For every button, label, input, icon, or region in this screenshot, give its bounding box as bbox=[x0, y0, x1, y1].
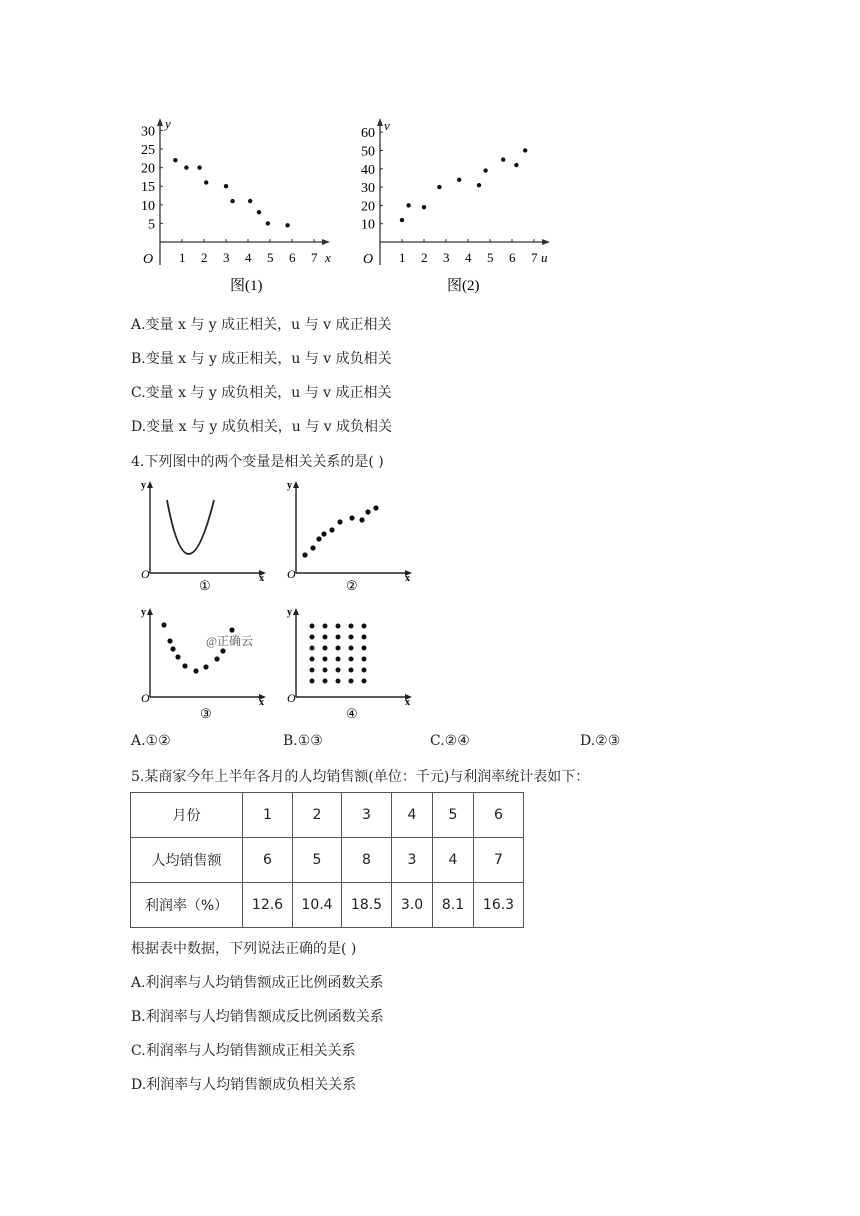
scatter-point bbox=[477, 183, 481, 187]
q4-stem: 4.下列图中的两个变量是相关关系的是( ) bbox=[131, 454, 384, 470]
table-cell: 18.5 bbox=[342, 883, 392, 928]
fig-ytick-label: 25 bbox=[141, 143, 155, 159]
q5-option-a[interactable]: A.利润率与人均销售额成正比例函数关系 bbox=[131, 975, 384, 991]
plot-point bbox=[310, 624, 315, 629]
q4-option-c[interactable]: C.②④ bbox=[430, 733, 470, 749]
watermark: @正确云 bbox=[206, 634, 254, 648]
fig-xtick-label: 7 bbox=[531, 250, 538, 265]
scatter-point bbox=[266, 221, 270, 225]
scatter-point bbox=[457, 178, 461, 182]
plot3-origin: O bbox=[141, 691, 150, 705]
plot-point bbox=[359, 517, 364, 522]
fig-ytick-label: 20 bbox=[361, 199, 375, 215]
scatter-point bbox=[248, 199, 252, 203]
fig-xtick-label: 3 bbox=[223, 250, 230, 265]
plot1-ylabel: y bbox=[141, 480, 146, 491]
fig-xtick-label: 3 bbox=[443, 250, 450, 265]
table-cell: 10.4 bbox=[293, 883, 342, 928]
q5-option-b[interactable]: B.利润率与人均销售额成反比例函数关系 bbox=[131, 1009, 384, 1025]
fig-xtick-label: 2 bbox=[201, 250, 208, 265]
plot-2 bbox=[278, 478, 418, 593]
fig-ytick-label: 20 bbox=[141, 161, 155, 177]
plot4-label: ④ bbox=[346, 706, 358, 721]
table-cell: 2 bbox=[293, 793, 342, 838]
plot2-xlabel: x bbox=[405, 573, 410, 584]
plot-point bbox=[316, 536, 321, 541]
fig-ytick-label: 40 bbox=[361, 162, 375, 178]
plot2-label: ② bbox=[346, 578, 358, 593]
scatter-point bbox=[204, 180, 208, 184]
q4-option-a[interactable]: A.①② bbox=[131, 733, 171, 749]
table-cell: 1 bbox=[243, 793, 293, 838]
plot-point bbox=[214, 656, 219, 661]
scatter-point bbox=[422, 205, 426, 209]
plot-point bbox=[323, 668, 328, 673]
plot-point bbox=[323, 646, 328, 651]
fig-ytick-label: 5 bbox=[148, 217, 155, 233]
plot-point bbox=[349, 657, 354, 662]
fig-ytick-label: 50 bbox=[361, 144, 375, 160]
plot4-ylabel: y bbox=[287, 607, 292, 618]
fig-xtick-label: 6 bbox=[509, 250, 516, 265]
table-cell: 利润率（%） bbox=[131, 883, 243, 928]
plot-point bbox=[220, 648, 225, 653]
q5-question: 根据表中数据，下列说法正确的是( ) bbox=[131, 941, 357, 957]
fig2-xlabel: u bbox=[541, 250, 548, 265]
plot-point bbox=[193, 668, 198, 673]
plot-point bbox=[310, 635, 315, 640]
plot4-origin: O bbox=[287, 691, 296, 705]
plot-point bbox=[362, 646, 367, 651]
table-cell: 16.3 bbox=[474, 883, 524, 928]
plot-point bbox=[362, 657, 367, 662]
fig-xtick-label: 5 bbox=[487, 250, 494, 265]
table-cell: 3 bbox=[392, 838, 433, 883]
fig2-ylabel: v bbox=[384, 118, 390, 133]
fig2-origin: O bbox=[363, 252, 374, 267]
plot-point bbox=[336, 657, 341, 662]
scatter-point bbox=[197, 165, 201, 169]
plot-point bbox=[170, 646, 175, 651]
plot-point bbox=[365, 509, 370, 514]
scatter-point bbox=[523, 148, 527, 152]
plot4-xlabel: x bbox=[405, 697, 410, 708]
q4-option-b[interactable]: B.①③ bbox=[283, 733, 323, 749]
plot-point bbox=[329, 527, 334, 532]
q5-option-c[interactable]: C.利润率与人均销售额成正相关关系 bbox=[131, 1043, 356, 1059]
scatter-point bbox=[501, 157, 505, 161]
q3-option-a[interactable]: A.变量 x 与 y 成正相关，u 与 v 成正相关 bbox=[131, 317, 392, 333]
plot-point bbox=[302, 552, 307, 557]
scatter-point bbox=[437, 185, 441, 189]
plot-point bbox=[336, 635, 341, 640]
fig-xtick-label: 5 bbox=[267, 250, 274, 265]
table-cell: 人均销售额 bbox=[131, 838, 243, 883]
fig1-origin: O bbox=[143, 252, 154, 267]
fig-ytick-label: 30 bbox=[141, 124, 155, 140]
plot-point bbox=[362, 624, 367, 629]
scatter-point bbox=[230, 199, 234, 203]
q5-stem: 5.某商家今年上半年各月的人均销售额(单位：千元)与利润率统计表如下： bbox=[131, 769, 590, 785]
fig-xtick-label: 1 bbox=[179, 250, 186, 265]
figure-1 bbox=[135, 110, 345, 295]
table-cell: 4 bbox=[392, 793, 433, 838]
fig1-xlabel: x bbox=[325, 250, 331, 265]
scatter-point bbox=[257, 210, 261, 214]
plot-point bbox=[310, 545, 315, 550]
plot-point bbox=[182, 663, 187, 668]
table-cell: 4 bbox=[433, 838, 474, 883]
fig-ytick-label: 10 bbox=[361, 217, 375, 233]
plot-point bbox=[349, 624, 354, 629]
plot3-xlabel: x bbox=[259, 697, 264, 708]
plot-point bbox=[175, 654, 180, 659]
scatter-point bbox=[400, 218, 404, 222]
plot-point bbox=[336, 668, 341, 673]
scatter-point bbox=[224, 184, 228, 188]
plot3-label: ③ bbox=[200, 706, 212, 721]
plot3-ylabel: y bbox=[141, 607, 146, 618]
plot-point bbox=[349, 515, 354, 520]
plot-point bbox=[336, 679, 341, 684]
plot-point bbox=[336, 646, 341, 651]
table-row bbox=[131, 838, 524, 883]
table-cell: 6 bbox=[243, 838, 293, 883]
plot-point bbox=[337, 519, 342, 524]
table-row bbox=[131, 793, 524, 838]
plot-point bbox=[310, 657, 315, 662]
scatter-point bbox=[285, 223, 289, 227]
plot-point bbox=[229, 627, 234, 632]
plot-point bbox=[349, 668, 354, 673]
plot1-origin: O bbox=[141, 567, 150, 581]
table-cell: 5 bbox=[433, 793, 474, 838]
table-cell: 6 bbox=[474, 793, 524, 838]
table-cell: 8.1 bbox=[433, 883, 474, 928]
fig-xtick-label: 1 bbox=[399, 250, 406, 265]
plot-point bbox=[349, 646, 354, 651]
fig-ytick-label: 15 bbox=[141, 180, 155, 196]
fig-ytick-label: 60 bbox=[361, 126, 375, 142]
fig-ytick-label: 30 bbox=[361, 181, 375, 197]
figure-2 bbox=[355, 110, 565, 295]
plot1-xlabel: x bbox=[259, 573, 264, 584]
table-cell: 8 bbox=[342, 838, 392, 883]
plot-1 bbox=[132, 478, 272, 593]
scatter-point bbox=[406, 203, 410, 207]
table-cell: 5 bbox=[293, 838, 342, 883]
plot-point bbox=[167, 638, 172, 643]
plot-point bbox=[321, 531, 326, 536]
table-cell: 12.6 bbox=[243, 883, 293, 928]
table-cell: 月份 bbox=[131, 793, 243, 838]
plot-point bbox=[362, 635, 367, 640]
plot-point bbox=[362, 668, 367, 673]
q5-option-d[interactable]: D.利润率与人均销售额成负相关关系 bbox=[131, 1077, 357, 1093]
scatter-point bbox=[184, 165, 188, 169]
plot-point bbox=[323, 679, 328, 684]
q4-option-d[interactable]: D.②③ bbox=[580, 733, 621, 749]
plot2-origin: O bbox=[287, 567, 296, 581]
plot-point bbox=[161, 622, 166, 627]
plot-point bbox=[323, 635, 328, 640]
fig-xtick-label: 2 bbox=[421, 250, 428, 265]
plot-point bbox=[323, 624, 328, 629]
table-cell: 3 bbox=[342, 793, 392, 838]
fig1-caption: 图(1) bbox=[230, 278, 263, 294]
plot-point bbox=[310, 646, 315, 651]
table-row bbox=[131, 883, 524, 928]
plot2-ylabel: y bbox=[287, 480, 292, 491]
scatter-point bbox=[514, 163, 518, 167]
plot-3 bbox=[132, 605, 272, 725]
plot-point bbox=[362, 679, 367, 684]
plot-point bbox=[203, 664, 208, 669]
plot-point bbox=[310, 679, 315, 684]
q3-option-c[interactable]: C.变量 x 与 y 成负相关，u 与 v 成正相关 bbox=[131, 385, 392, 401]
fig-xtick-label: 4 bbox=[245, 250, 252, 265]
fig-xtick-label: 6 bbox=[289, 250, 296, 265]
plot-point bbox=[373, 505, 378, 510]
scatter-point bbox=[173, 158, 177, 162]
fig-xtick-label: 7 bbox=[311, 250, 318, 265]
fig2-caption: 图(2) bbox=[447, 278, 480, 294]
plot1-label: ① bbox=[199, 578, 211, 593]
parabola-curve bbox=[167, 500, 214, 554]
sales-table bbox=[130, 792, 524, 928]
q3-option-d[interactable]: D.变量 x 与 y 成负相关，u 与 v 成负相关 bbox=[131, 419, 393, 435]
fig1-ylabel: y bbox=[165, 116, 171, 131]
plot-point bbox=[349, 635, 354, 640]
plot-point bbox=[323, 657, 328, 662]
plot-point bbox=[336, 624, 341, 629]
table-cell: 7 bbox=[474, 838, 524, 883]
plot-point bbox=[310, 668, 315, 673]
table-cell: 3.0 bbox=[392, 883, 433, 928]
scatter-point bbox=[483, 168, 487, 172]
fig-xtick-label: 4 bbox=[465, 250, 472, 265]
plot-point bbox=[349, 679, 354, 684]
plot-4 bbox=[278, 605, 418, 725]
fig-ytick-label: 10 bbox=[141, 198, 155, 214]
q3-option-b[interactable]: B.变量 x 与 y 成正相关，u 与 v 成负相关 bbox=[131, 351, 392, 367]
